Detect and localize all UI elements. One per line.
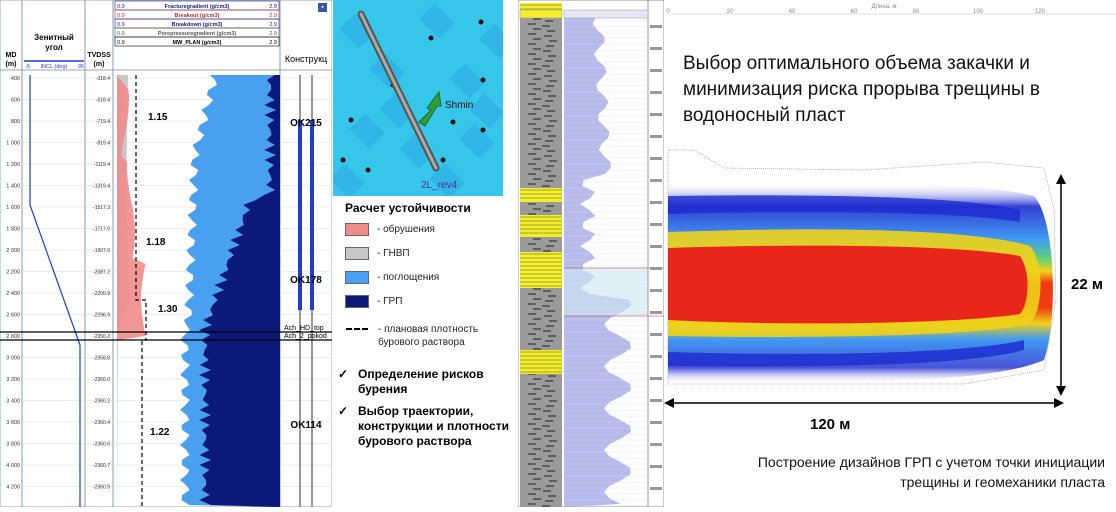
frac-axis-title: Длина, м (871, 4, 897, 10)
arrow-head (664, 398, 674, 408)
well-marker (479, 20, 484, 25)
frac-core (668, 246, 1028, 324)
frac-length-label: 120 м (810, 416, 851, 433)
legend-swatch (345, 223, 369, 236)
depth-tick (650, 223, 662, 226)
frac-design-panel (664, 0, 1116, 507)
tvdss-tick: -1717.0 (93, 226, 110, 233)
arrow-head (1054, 398, 1064, 408)
tvdss-tick: -318.4 (95, 76, 110, 82)
legend-title: Расчет устойчивости (345, 201, 471, 215)
tvdss-tick: -1517.3 (93, 205, 110, 211)
frac-body (668, 182, 1053, 384)
legend-item (345, 271, 439, 284)
map-label: 2L_rev4 (421, 180, 458, 191)
md-tick: 1 200 (6, 162, 20, 168)
well-marker (451, 120, 456, 125)
legend-label: - ГРП (377, 296, 403, 307)
md-tick: 600 (10, 97, 20, 104)
well-marker (429, 36, 434, 41)
legend-label: - обрушения (377, 224, 435, 235)
curve-name: Fracturegradient (g/cm3) (164, 4, 230, 10)
tvdss-tick: -2200.9 (93, 291, 110, 297)
depth-tick (650, 135, 662, 138)
zone-highlight (564, 268, 648, 316)
well-marker (481, 78, 486, 83)
depth-tick (650, 333, 662, 336)
legend-item (345, 295, 402, 308)
well-marker (349, 118, 354, 123)
depth-tick (650, 245, 662, 248)
depth-tick (650, 91, 662, 94)
sand-band (520, 215, 562, 237)
md-tick: 2 200 (6, 269, 20, 276)
md-tick: 2 800 (6, 334, 20, 340)
curve-max: 2.9 (269, 13, 277, 19)
depth-tick (650, 311, 662, 314)
incl-scale-max: 95 (77, 64, 84, 70)
tvdss-unit: (m) (93, 61, 105, 68)
md-tick: 3 400 (6, 398, 20, 405)
tvdss-tick: -2360.9 (93, 484, 110, 491)
marker-label: Ach_HD_top (284, 325, 324, 332)
depth-tick (650, 267, 662, 270)
depth-tick (650, 25, 662, 28)
depth-tick (650, 487, 662, 490)
frac-axis-tick: 60 (850, 9, 858, 15)
curve-max: 2.9 (269, 31, 277, 37)
depth-tick (650, 377, 662, 380)
curve-min: 0.9 (117, 13, 125, 19)
md-unit: (m) (5, 61, 17, 68)
md-tick: 1 400 (6, 183, 20, 190)
tvdss-tick: -2350.2 (93, 334, 110, 340)
depth-tick (650, 47, 662, 50)
frac-axis-tick: 100 (972, 9, 984, 15)
frac-axis-tick: 40 (788, 9, 796, 15)
sand-band (520, 350, 562, 374)
depth-tick (650, 289, 662, 292)
md-tick: 2 600 (6, 312, 20, 319)
checkmark-icon: ✓ (338, 367, 349, 381)
incl-curve-label: INCL (deg) (40, 64, 68, 70)
md-tick: 3 200 (6, 377, 20, 383)
curve-name: Porepressuregradient (g/cm3) (157, 31, 237, 37)
mw-line-label: - плановая плотность бурового раствора (378, 324, 479, 348)
curve-min: 0.9 (117, 22, 125, 28)
legend-label: - поглощения (377, 272, 440, 283)
md-tick: 3 600 (6, 420, 20, 426)
checkmark-icon: ✓ (338, 404, 349, 418)
marker-label: Ach_2_pokod (284, 333, 327, 340)
tvdss-tick: -2296.9 (93, 312, 110, 319)
curve-name: MW_PLAN (g/cm3) (172, 40, 222, 46)
litho-header (520, 10, 562, 18)
frac-axis-tick: 20 (726, 9, 734, 15)
tvdss-tick: -2360.7 (93, 463, 110, 469)
casing-label: OK215 (290, 118, 322, 129)
md-tick: 3 800 (6, 441, 20, 448)
tvdss-label: TVDSS (87, 52, 111, 59)
frac-caption: Построение дизайнов ГРП с учетом точки инициации трещины и геомеханики пласта (757, 454, 1105, 490)
shmin-label: Shmin (445, 100, 474, 111)
mw-value-label: 1.22 (150, 427, 170, 438)
tvdss-tick: -2360.0 (93, 377, 110, 383)
frac-axis-tick: 80 (912, 9, 920, 15)
legend-item (345, 223, 435, 236)
stress-map (333, 0, 503, 196)
casing-label: OK178 (290, 275, 322, 286)
frac-axis-tick: 0 (666, 9, 670, 15)
md-tick: 1 800 (6, 226, 20, 233)
tvdss-tick: -2358.8 (93, 355, 110, 362)
arrow-head (1056, 386, 1066, 396)
curve-min: 0.9 (117, 40, 125, 46)
md-tick: 3 000 (6, 355, 20, 362)
md-tick: 2 400 (6, 291, 20, 297)
mw-line-swatch (346, 328, 368, 330)
depth-tick (650, 113, 662, 116)
curve-name: Breakout (g/cm3) (174, 13, 220, 19)
md-tick: 800 (10, 119, 20, 125)
frac-headline: Выбор оптимального объема закачки и минимизация риска прорыва трещины в водоносный пласт (683, 53, 1041, 126)
well-log-panel (0, 0, 332, 507)
tvdss-tick: -2360.4 (93, 420, 110, 426)
mw-value-label: 1.15 (148, 112, 168, 123)
well-marker (441, 158, 446, 163)
tvdss-tick: -518.4 (95, 97, 110, 104)
md-tick: 2 000 (6, 248, 20, 254)
depth-tick (650, 465, 662, 468)
legend-swatch (345, 295, 369, 308)
construction-label: Конструкц (284, 54, 328, 64)
tvdss-tick: -2087.2 (93, 269, 110, 276)
curve-max: 2.9 (269, 40, 277, 46)
well-marker (481, 128, 486, 133)
curve-max: 2.9 (269, 22, 277, 28)
casing-label: OK114 (290, 420, 322, 431)
md-tick: 4 200 (6, 484, 20, 491)
tvdss-tick: -1319.4 (93, 183, 110, 190)
md-tick: 400 (10, 76, 20, 82)
curve-min: 0.9 (117, 31, 125, 37)
tvdss-tick: -1907.0 (93, 248, 110, 254)
log-header (564, 10, 648, 18)
tvdss-tick: -919.4 (95, 140, 110, 147)
tvdss-tick: -2360.2 (93, 398, 110, 405)
legend-swatch (345, 271, 369, 284)
tvdss-tick: -719.4 (95, 119, 110, 125)
md-tick: 1 600 (6, 205, 20, 211)
md-tick: 4 000 (6, 463, 20, 469)
mw-value-label: 1.18 (146, 237, 166, 248)
depth-tick (650, 355, 662, 358)
mw-value-label: 1.30 (158, 304, 178, 315)
legend-label: - ГНВП (377, 248, 410, 259)
lithology-log (518, 0, 664, 507)
expand-icon[interactable]: ▪ (318, 3, 327, 12)
tvdss-tick: -1119.4 (93, 162, 110, 168)
md-tick: 1 000 (6, 140, 20, 147)
arrow-head (1056, 174, 1066, 184)
depth-tick (650, 201, 662, 204)
incl-title-1: Зенитный (34, 33, 74, 42)
frac-height-label: 22 м (1071, 276, 1103, 293)
well-marker (366, 168, 371, 173)
curve-max: 2.9 (269, 4, 277, 10)
depth-tick (650, 179, 662, 182)
incl-scale-min: -5 (25, 64, 30, 70)
depth-tick (650, 421, 662, 424)
depth-tick (650, 443, 662, 446)
legend-item (345, 247, 410, 260)
depth-tick (650, 399, 662, 402)
legend-swatch (345, 247, 369, 260)
curve-name: Breakdown (g/cm3) (171, 22, 223, 28)
curve-min: 0.9 (117, 4, 125, 10)
tvdss-tick: -2360.6 (93, 441, 110, 448)
md-label: MD (5, 52, 17, 59)
depth-tick (650, 157, 662, 160)
well-log-chart (0, 0, 332, 507)
incl-title-2: угол (45, 43, 63, 52)
well-marker (341, 158, 346, 163)
frac-axis-tick: 120 (1034, 9, 1046, 15)
depth-tick (650, 69, 662, 72)
